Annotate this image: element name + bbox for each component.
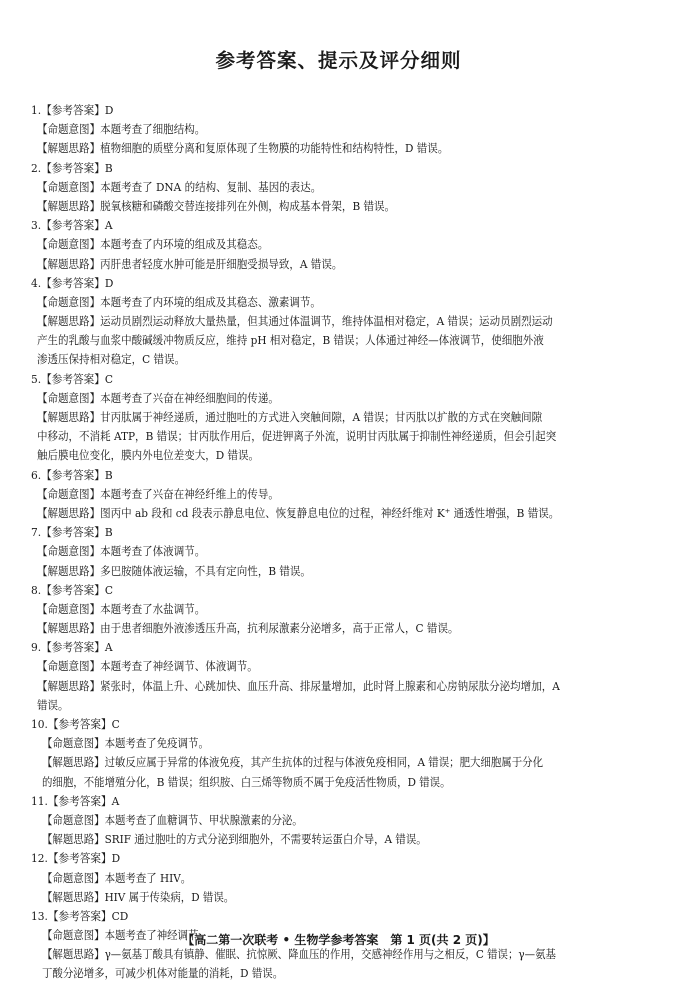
q4-solution-cont: 产生的乳酸与血浆中酸碱缓冲物质反应，维持 pH 相对稳定，B 错误；人体通过神经—体液调节，使细胞外液 <box>37 333 544 348</box>
q7-solution: 【解题思路】多巴胺随体液运输，不具有定向性，B 错误。 <box>37 563 311 578</box>
q6-answer: 6.【参考答案】B <box>31 467 113 482</box>
q3-answer: 3.【参考答案】A <box>31 218 113 233</box>
answer-list <box>0 101 677 984</box>
q9-solution: 【解题思路】紧张时，体温上升、心跳加快、血压升高、排尿量增加，此时肾上腺素和心房钠尿肽分泌均增加，A <box>37 678 560 693</box>
q11-answer: 11.【参考答案】A <box>31 793 120 808</box>
q6-solution: 【解题思路】图丙中 ab 段和 cd 段表示静息电位、恢复静息电位的过程，神经纤维对 K⁺ 通透性增强，B 错误。 <box>37 505 560 520</box>
q2-answer: 2.【参考答案】B <box>31 160 113 175</box>
q10-intent: 【命题意图】本题考查了免疫调节。 <box>42 736 209 751</box>
q2-solution: 【解题思路】脱氧核糖和磷酸交替连接排列在外侧，构成基本骨架，B 错误。 <box>37 198 396 213</box>
q2-intent: 【命题意图】本题考查了 DNA 的结构、复制、基因的表达。 <box>37 179 322 194</box>
q5-solution-cont: 触后膜电位变化，膜内外电位差变大，D 错误。 <box>37 448 260 463</box>
page-title: 参考答案、提示及评分细则 <box>215 49 462 72</box>
q3-intent: 【命题意图】本题考查了内环境的组成及其稳态。 <box>37 237 269 252</box>
q1-solution: 【解题思路】植物细胞的质壁分离和复原体现了生物膜的功能特性和结构特性，D 错误。 <box>37 141 449 156</box>
q10-solution: 【解题思路】过敏反应属于异常的体液免疫，其产生抗体的过程与体液免疫相同，A 错误；肥大细胞属于分化 <box>42 755 544 770</box>
q12-answer: 12.【参考答案】D <box>31 851 121 866</box>
q4-solution: 【解题思路】运动员剧烈运动释放大量热量，但其通过体温调节，维持体温相对稳定，A 错误；运动员剧烈运动 <box>37 314 553 329</box>
q9-answer: 9.【参考答案】A <box>31 640 113 655</box>
q11-intent: 【命题意图】本题考查了血糖调节、甲状腺激素的分泌。 <box>42 812 303 827</box>
page-footer: 【高二第一次联考 • 生物学参考答案 第 1 页(共 2 页)】 <box>182 933 495 947</box>
q13-solution: 【解题思路】γ—氨基丁酸具有镇静、催眠、抗惊厥、降血压的作用，交感神经作用与之相反，C 错误；γ—氨基 <box>42 947 556 962</box>
q1-answer: 1.【参考答案】D <box>31 103 114 117</box>
q7-intent: 【命题意图】本题考查了体液调节。 <box>37 544 206 559</box>
q4-answer: 4.【参考答案】D <box>31 275 114 290</box>
q13-intent: 【命题意图】本题考查了神经调节。 <box>42 928 209 943</box>
q5-solution: 【解题思路】甘丙肽属于神经递质，通过胞吐的方式进入突触间隙，A 错误；甘丙肽以扩散的方式在突触间隙 <box>37 410 543 424</box>
q8-intent: 【命题意图】本题考查了水盐调节。 <box>37 601 206 616</box>
q3-solution: 【解题思路】丙肝患者轻度水肿可能是肝细胞受损导致，A 错误。 <box>37 256 343 271</box>
q8-solution: 【解题思路】由于患者细胞外液渗透压升高，抗利尿激素分泌增多，高于正常人，C 错误。 <box>37 621 459 636</box>
q13-solution-cont: 丁酸分泌增多，可减少机体对能量的消耗，D 错误。 <box>42 966 284 981</box>
q11-solution: 【解题思路】SRIF 通过胞吐的方式分泌到细胞外，不需要转运蛋白介导，A 错误。 <box>42 832 427 847</box>
q12-solution: 【解题思路】HIV 属于传染病，D 错误。 <box>42 889 235 904</box>
q10-answer: 10.【参考答案】C <box>31 717 120 731</box>
q4-intent: 【命题意图】本题考查了内环境的组成及其稳态、激素调节。 <box>37 294 321 309</box>
q12-intent: 【命题意图】本题考查了 HIV。 <box>42 870 192 885</box>
q5-answer: 5.【参考答案】C <box>31 371 113 386</box>
q1-intent: 【命题意图】本题考查了细胞结构。 <box>37 122 206 137</box>
q10-solution-cont: 的细胞，不能增殖分化，B 错误；组织胺、白三烯等物质不属于免疫活性物质，D 错误。 <box>42 774 451 789</box>
q13-answer: 13.【参考答案】CD <box>31 908 129 923</box>
q5-intent: 【命题意图】本题考查了兴奋在神经细胞间的传递。 <box>37 390 279 405</box>
q4-solution-cont: 渗透压保持相对稳定，C 错误。 <box>37 352 186 367</box>
q9-intent: 【命题意图】本题考查了神经调节、体液调节。 <box>37 659 258 674</box>
q8-answer: 8.【参考答案】C <box>31 582 113 597</box>
q5-solution-cont: 中移动，不消耗 ATP，B 错误；甘丙肽作用后，促进钾离子外流，说明甘丙肽属于抑制性神经递质，但会引起突 <box>37 429 557 444</box>
q6-intent: 【命题意图】本题考查了兴奋在神经纤维上的传导。 <box>37 486 279 501</box>
q9-solution-cont: 错误。 <box>37 697 69 712</box>
q7-answer: 7.【参考答案】B <box>31 525 113 540</box>
